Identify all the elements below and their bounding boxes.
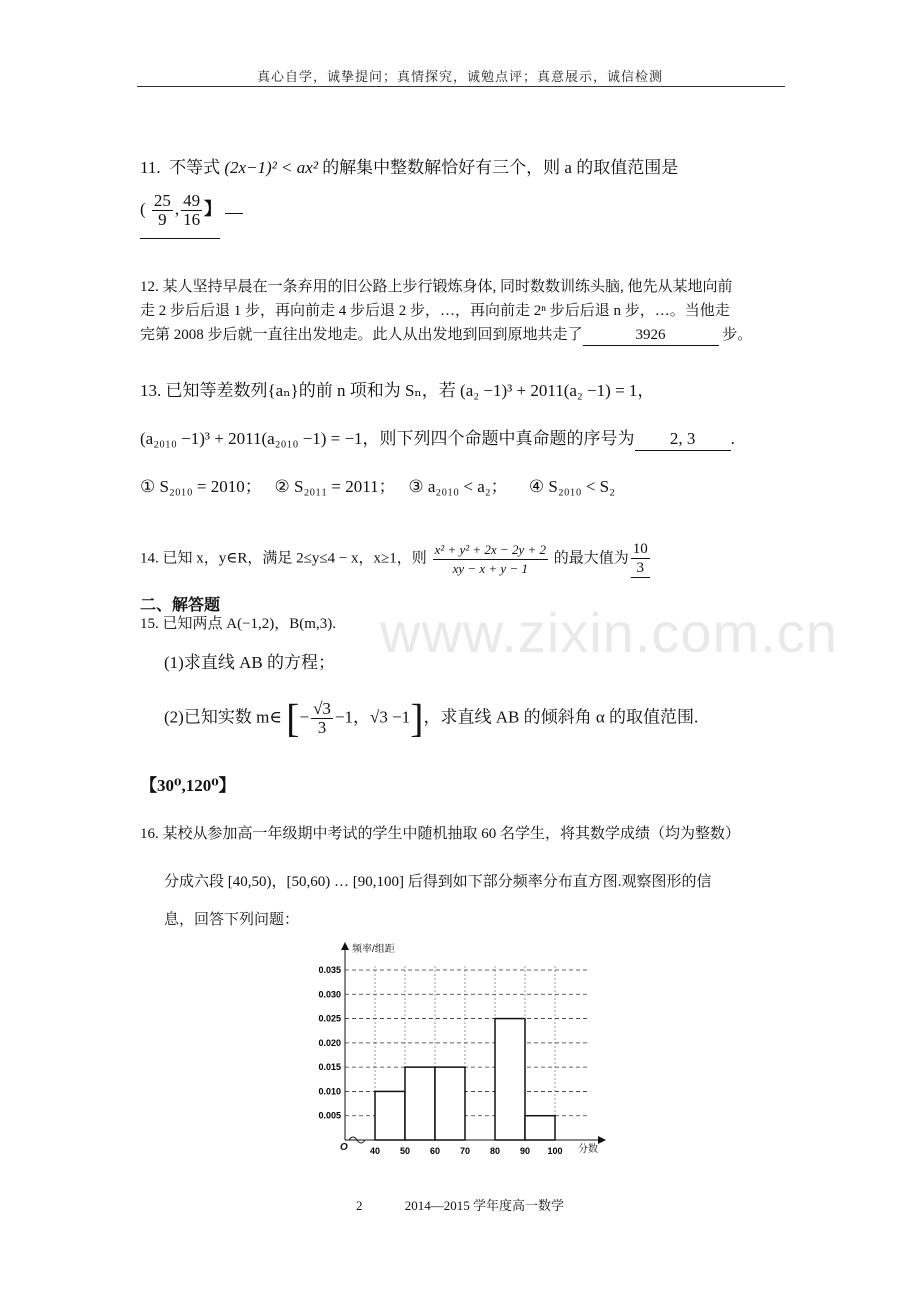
q15-line-1: 15. 已知两点 A(−1,2)，B(m,3). xyxy=(140,616,336,632)
y-tick-label: 0.020 xyxy=(318,1037,341,1048)
q13-answer: 2, 3 xyxy=(635,428,731,451)
watermark: www.zixin.com.cn xyxy=(380,601,838,664)
q15-answer: 【30⁰,120⁰】 xyxy=(140,776,236,795)
bar-[40,50) xyxy=(375,1091,405,1140)
question-14 xyxy=(140,540,652,578)
q14-ans-num: 10 xyxy=(632,541,648,557)
q11-answer-close: 】 xyxy=(204,199,222,219)
y-axis-label: 频率/组距 xyxy=(352,944,395,955)
q11-answer xyxy=(140,192,243,229)
y-tick-label: 0.035 xyxy=(318,965,341,975)
y-tick-label: 0.025 xyxy=(318,1013,341,1024)
x-tick-label: 100 xyxy=(547,1146,563,1156)
q15-left-bracket: [ xyxy=(286,695,300,741)
q15-interval-minus: − xyxy=(299,707,310,727)
q16-line-3: 息，回答下列问题： xyxy=(164,912,300,928)
q13-option-3: ③ a₂₀₁₀ < a₂； xyxy=(408,477,508,496)
q13-line-2-end: . xyxy=(730,429,735,448)
x-tick-label: 40 xyxy=(369,1146,381,1156)
q14-fraction xyxy=(433,541,548,578)
q15-frac-den: 3 xyxy=(317,718,327,737)
q12-line-1: 12. 某人坚持早晨在一条弃用的旧公路上步行锻炼身体, 同时数数训练头脑, 他先从某地向前 xyxy=(140,279,733,295)
q15-right-bracket: ] xyxy=(410,695,424,741)
y-tick-label: 0.010 xyxy=(318,1086,341,1097)
q15-frac-num: √3 xyxy=(313,699,331,718)
x-axis-label: 分数 xyxy=(578,1144,598,1155)
y-tick-label: 0.030 xyxy=(318,989,341,1000)
x-axis-arrow xyxy=(598,1136,606,1144)
y-axis-arrow xyxy=(341,942,349,950)
q11-frac1-num: 25 xyxy=(153,191,171,210)
q14-text-b: 的最大值为 xyxy=(553,550,629,567)
x-tick-label: 90 xyxy=(519,1146,531,1156)
q15-part-1: (1)求直线 AB 的方程； xyxy=(164,653,335,672)
q12-line-2: 走 2 步后后退 1 步，再向前走 4 步后退 2 步，…，再向前走 2ⁿ 步后后退 n 步，…。当他走 xyxy=(140,303,730,319)
bar-[90,100] xyxy=(525,1116,555,1140)
q11-label: 11. xyxy=(140,158,161,177)
q11-answer-open: ( xyxy=(140,199,146,219)
q11-frac2-den: 16 xyxy=(183,210,201,229)
q13-option-1: ① S₂₀₁₀ = 2010； xyxy=(140,477,262,496)
q16-line-2: 分成六段 [40,50)，[50,60) … [90,100] 后得到如下部分频率分布直方图.观察图形的信 xyxy=(164,874,712,890)
q14-frac-num: x² + y² + 2x − 2y + 2 xyxy=(433,541,548,560)
q12-line-3-end: 步。 xyxy=(722,327,753,343)
q13-option-2: ② S₂₀₁₁ = 2011； xyxy=(274,477,396,496)
footer-text: 2014—2015 学年度高一数学 xyxy=(404,1198,564,1213)
q13-line-2 xyxy=(140,428,735,451)
x-tick-label: 50 xyxy=(399,1146,411,1156)
x-tick-label: 60 xyxy=(429,1146,441,1156)
page-number: 2 xyxy=(355,1198,363,1213)
q11-text-b: 的解集中整数解恰好有三个，则 a 的取值范围是 xyxy=(322,158,679,177)
q11-expression: (2x−1)² < ax² xyxy=(224,158,318,177)
question-11 xyxy=(140,157,678,179)
section-heading: 二、解答题 xyxy=(140,597,221,614)
q13-options xyxy=(140,476,615,498)
q11-blank xyxy=(225,213,243,214)
page-footer xyxy=(0,1195,920,1214)
bar-[60,70) xyxy=(435,1067,465,1140)
x-tick-label: 80 xyxy=(489,1146,501,1156)
q12-answer: 3926 xyxy=(583,325,719,346)
q15-part-2-text: (2)已知实数 m∈ xyxy=(164,707,282,727)
q13-line-2-text: (a₂₀₁₀ −1)³ + 2011(a₂₀₁₀ −1) = −1，则下列四个命题中真命题的序号为 xyxy=(140,429,635,448)
q11-fraction-1 xyxy=(152,192,173,229)
q11-comma: , xyxy=(174,199,180,219)
q12-line-3-text: 完第 2008 步后就一直往出发地走。此人从出发地到回到原地共走了 xyxy=(140,327,583,343)
y-tick-label: 0.015 xyxy=(318,1062,341,1073)
q11-frac1-den: 9 xyxy=(158,210,167,229)
q13-option-4: ④ S₂₀₁₀ < S₂ xyxy=(528,477,616,496)
q14-answer xyxy=(631,540,650,578)
q11-text-a: 不等式 xyxy=(169,158,221,177)
q11-frac2-num: 49 xyxy=(183,191,201,210)
q13-line-1: 13. 已知等差数列{aₙ}的前 n 项和为 Sₙ，若 (a₂ −1)³ + 2011(a₂ −1) = 1， xyxy=(140,381,655,400)
bar-layer xyxy=(349,1019,555,1143)
header-rule xyxy=(137,86,785,87)
page-header: 真心自学，诚挚提问；真情探究，诚勉点评；真意展示，诚信检测 xyxy=(256,69,663,84)
q14-frac-den: xy − x + y − 1 xyxy=(452,560,528,576)
q14-ans-den: 3 xyxy=(636,560,645,576)
q15-part-2-end: ，求直线 AB 的倾斜角 α 的取值范围. xyxy=(423,707,699,727)
histogram-chart xyxy=(300,940,620,1160)
bar-[80,90) xyxy=(495,1019,525,1140)
y-tick-label: 0.005 xyxy=(318,1110,341,1121)
q12-line-3 xyxy=(140,325,752,346)
q15-fraction xyxy=(311,700,333,737)
q11-answer-underline xyxy=(140,238,220,239)
q15-interval-rest: −1，√3 −1 xyxy=(334,707,411,727)
q11-fraction-2 xyxy=(181,192,202,229)
x-tick-label: 70 xyxy=(459,1146,471,1156)
origin-label: O xyxy=(340,1142,348,1153)
q15-part-2 xyxy=(164,695,699,741)
q16-line-1: 16. 某校从参加高一年级期中考试的学生中随机抽取 60 名学生，将其数学成绩（均为整数） xyxy=(140,826,741,842)
bar-[50,60) xyxy=(405,1067,435,1140)
q14-text-a: 14. 已知 x，y∈R，满足 2≤y≤4 − x，x≥1，则 xyxy=(140,550,427,567)
